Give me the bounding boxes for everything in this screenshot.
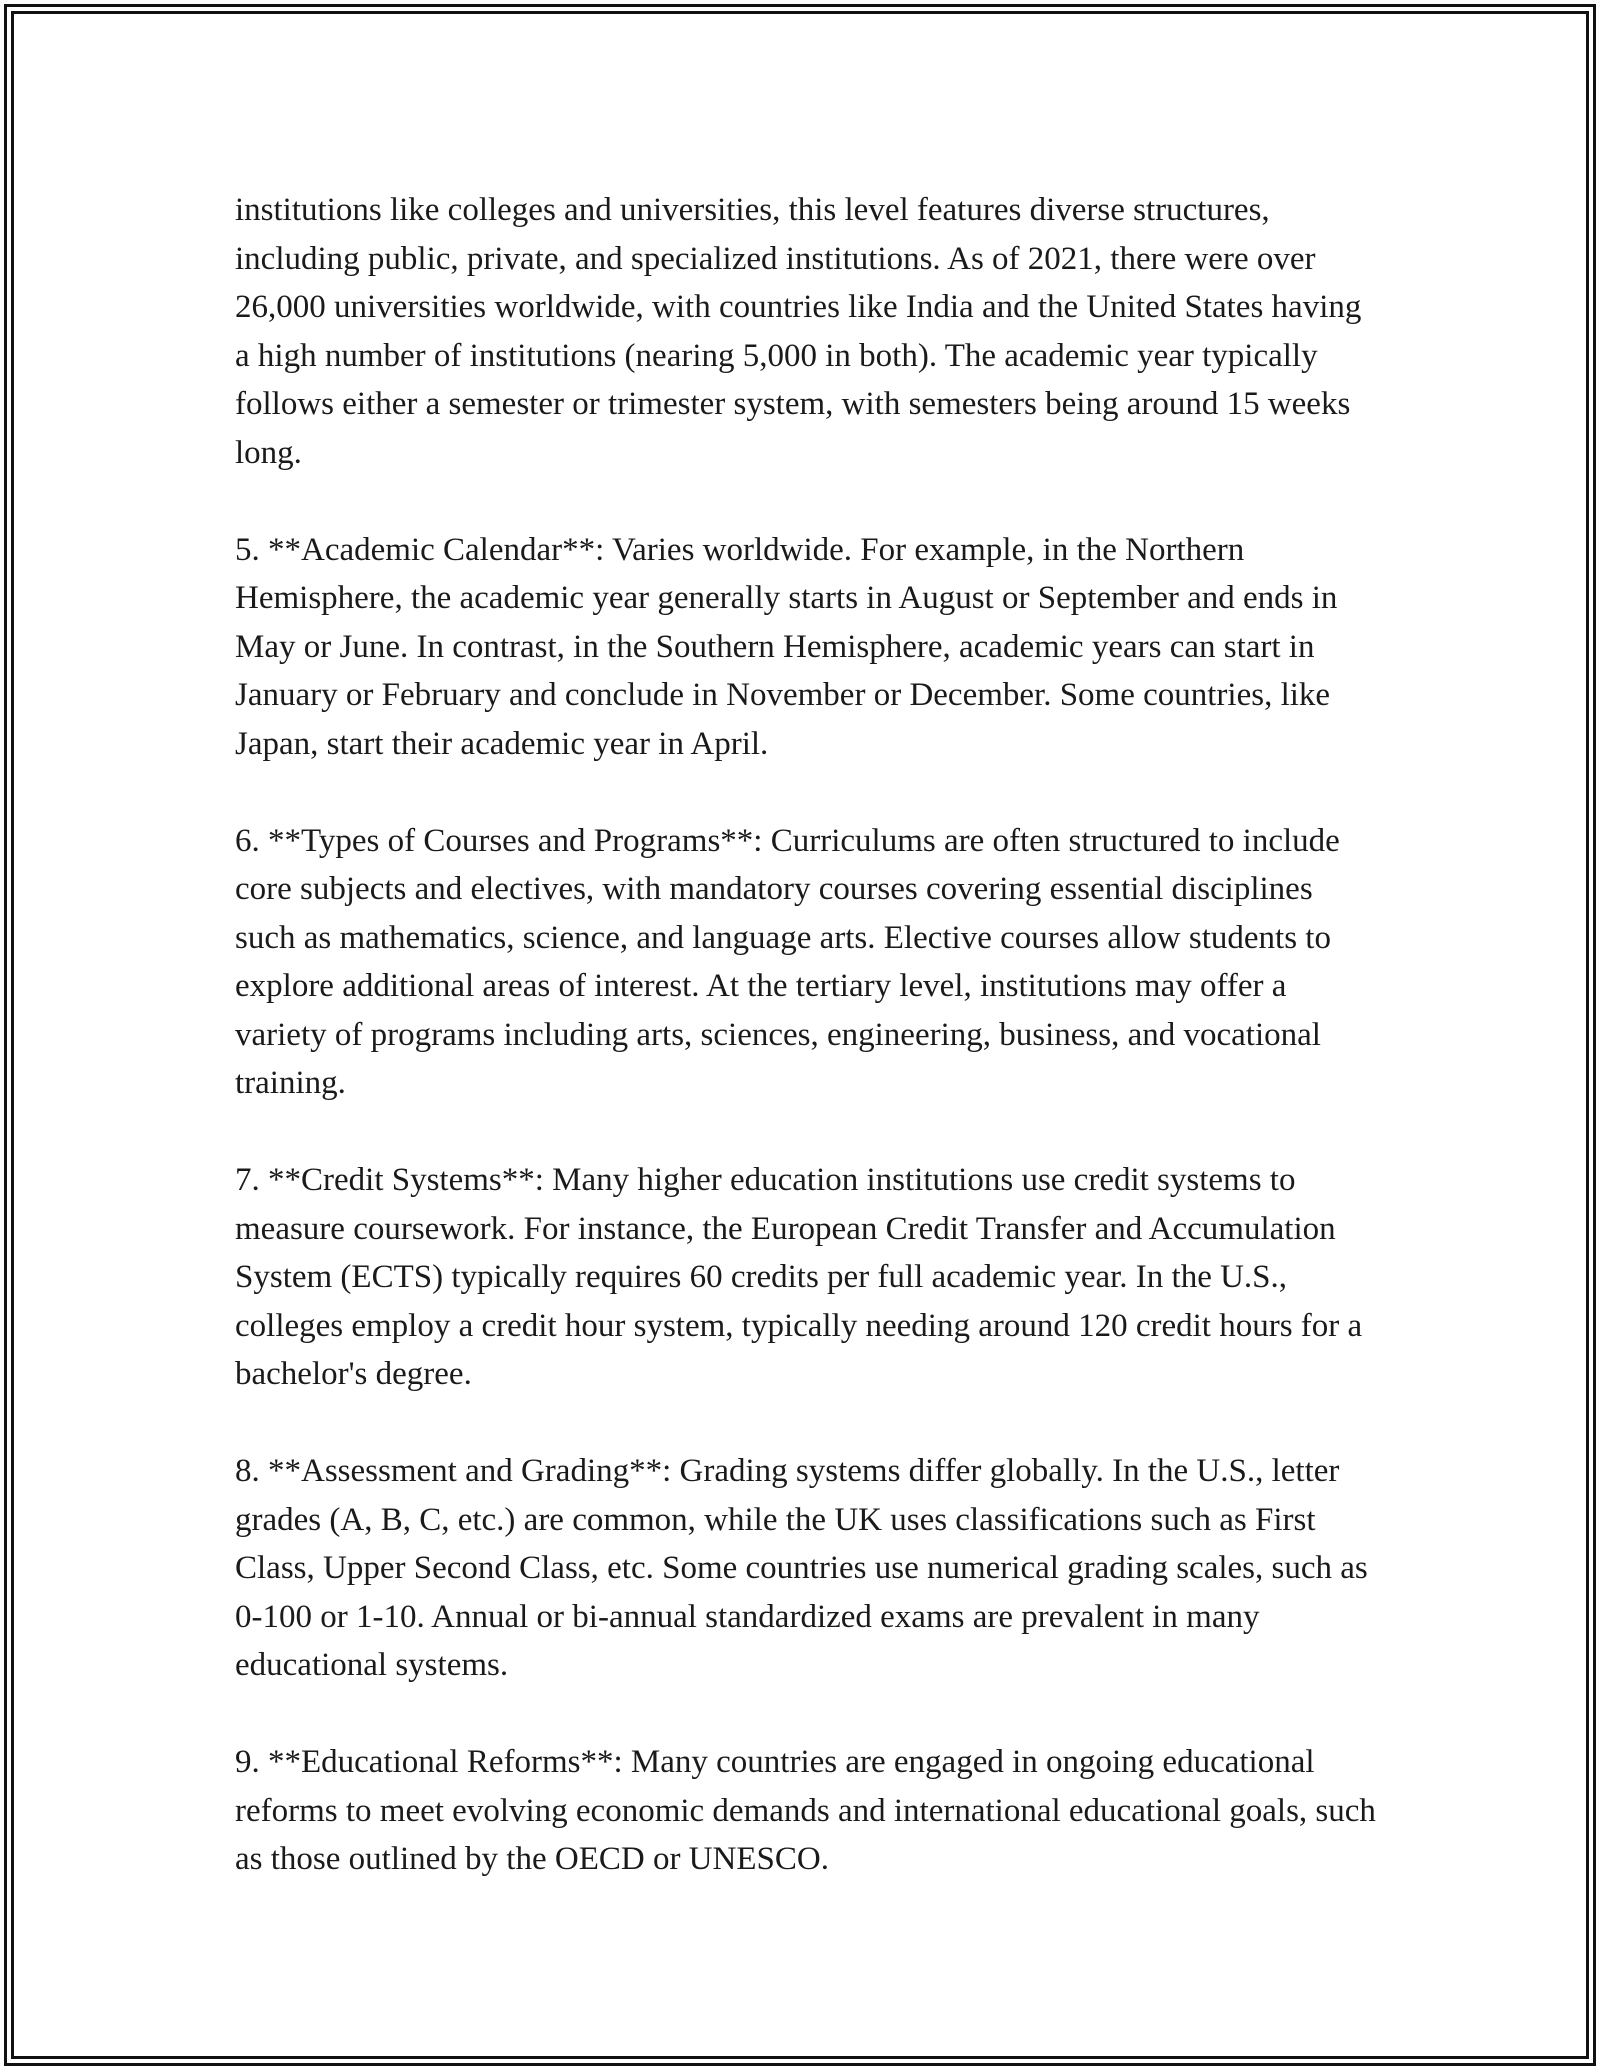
paragraph-academic-calendar: 5. **Academic Calendar**: Varies worldwide. For example, in the Northern Hemisphere, the academic year generally starts in August or September and ends in May or June. In contrast, in the Southern Hemisphere, academic years can start in January or February and conclude in November or December. Some countries, like Japan, start their academic year in April. xyxy=(235,531,1338,762)
paragraph-credit-systems: 7. **Credit Systems**: Many higher education institutions use credit systems to measure coursework. For instance, the European Credit Transfer and Accumulation System (ECTS) typically requires 60 credits per full academic year. In the U.S., colleges employ a credit hour system, typically needing around 120 credit hours for a bachelor's degree. xyxy=(235,1162,1363,1392)
paragraph-educational-reforms: 9. **Educational Reforms**: Many countries are engaged in ongoing educational reforms to meet evolving economic demands and international educational goals, such as those outlined by the OECD or UNESCO. xyxy=(235,1744,1376,1877)
paragraph-continuation: institutions like colleges and universities, this level features diverse structures, including public, private, and specialized institutions. As of 2021, there were over 26,000 universities worldwide, with countries like India and the United States having a high number of institutions (nearing 5,000 in both). The academic year typically follows either a semester or trimester system, with semesters being around 15 weeks long. xyxy=(235,192,1362,471)
document-body xyxy=(235,186,1380,1884)
paragraph-types-of-courses: 6. **Types of Courses and Programs**: Curriculums are often structured to include core subjects and electives, with mandatory courses covering essential disciplines such as mathematics, science, and language arts. Elective courses allow students to explore additional areas of interest. At the tertiary level, institutions may offer a variety of programs including arts, sciences, engineering, business, and vocational training. xyxy=(235,822,1340,1101)
paragraph-assessment-grading: 8. **Assessment and Grading**: Grading systems differ globally. In the U.S., letter grades (A, B, C, etc.) are common, while the UK uses classifications such as First Class, Upper Second Class, etc. Some countries use numerical grading scales, such as 0-100 or 1-10. Annual or bi-annual standardized exams are prevalent in many educational systems. xyxy=(235,1453,1368,1683)
